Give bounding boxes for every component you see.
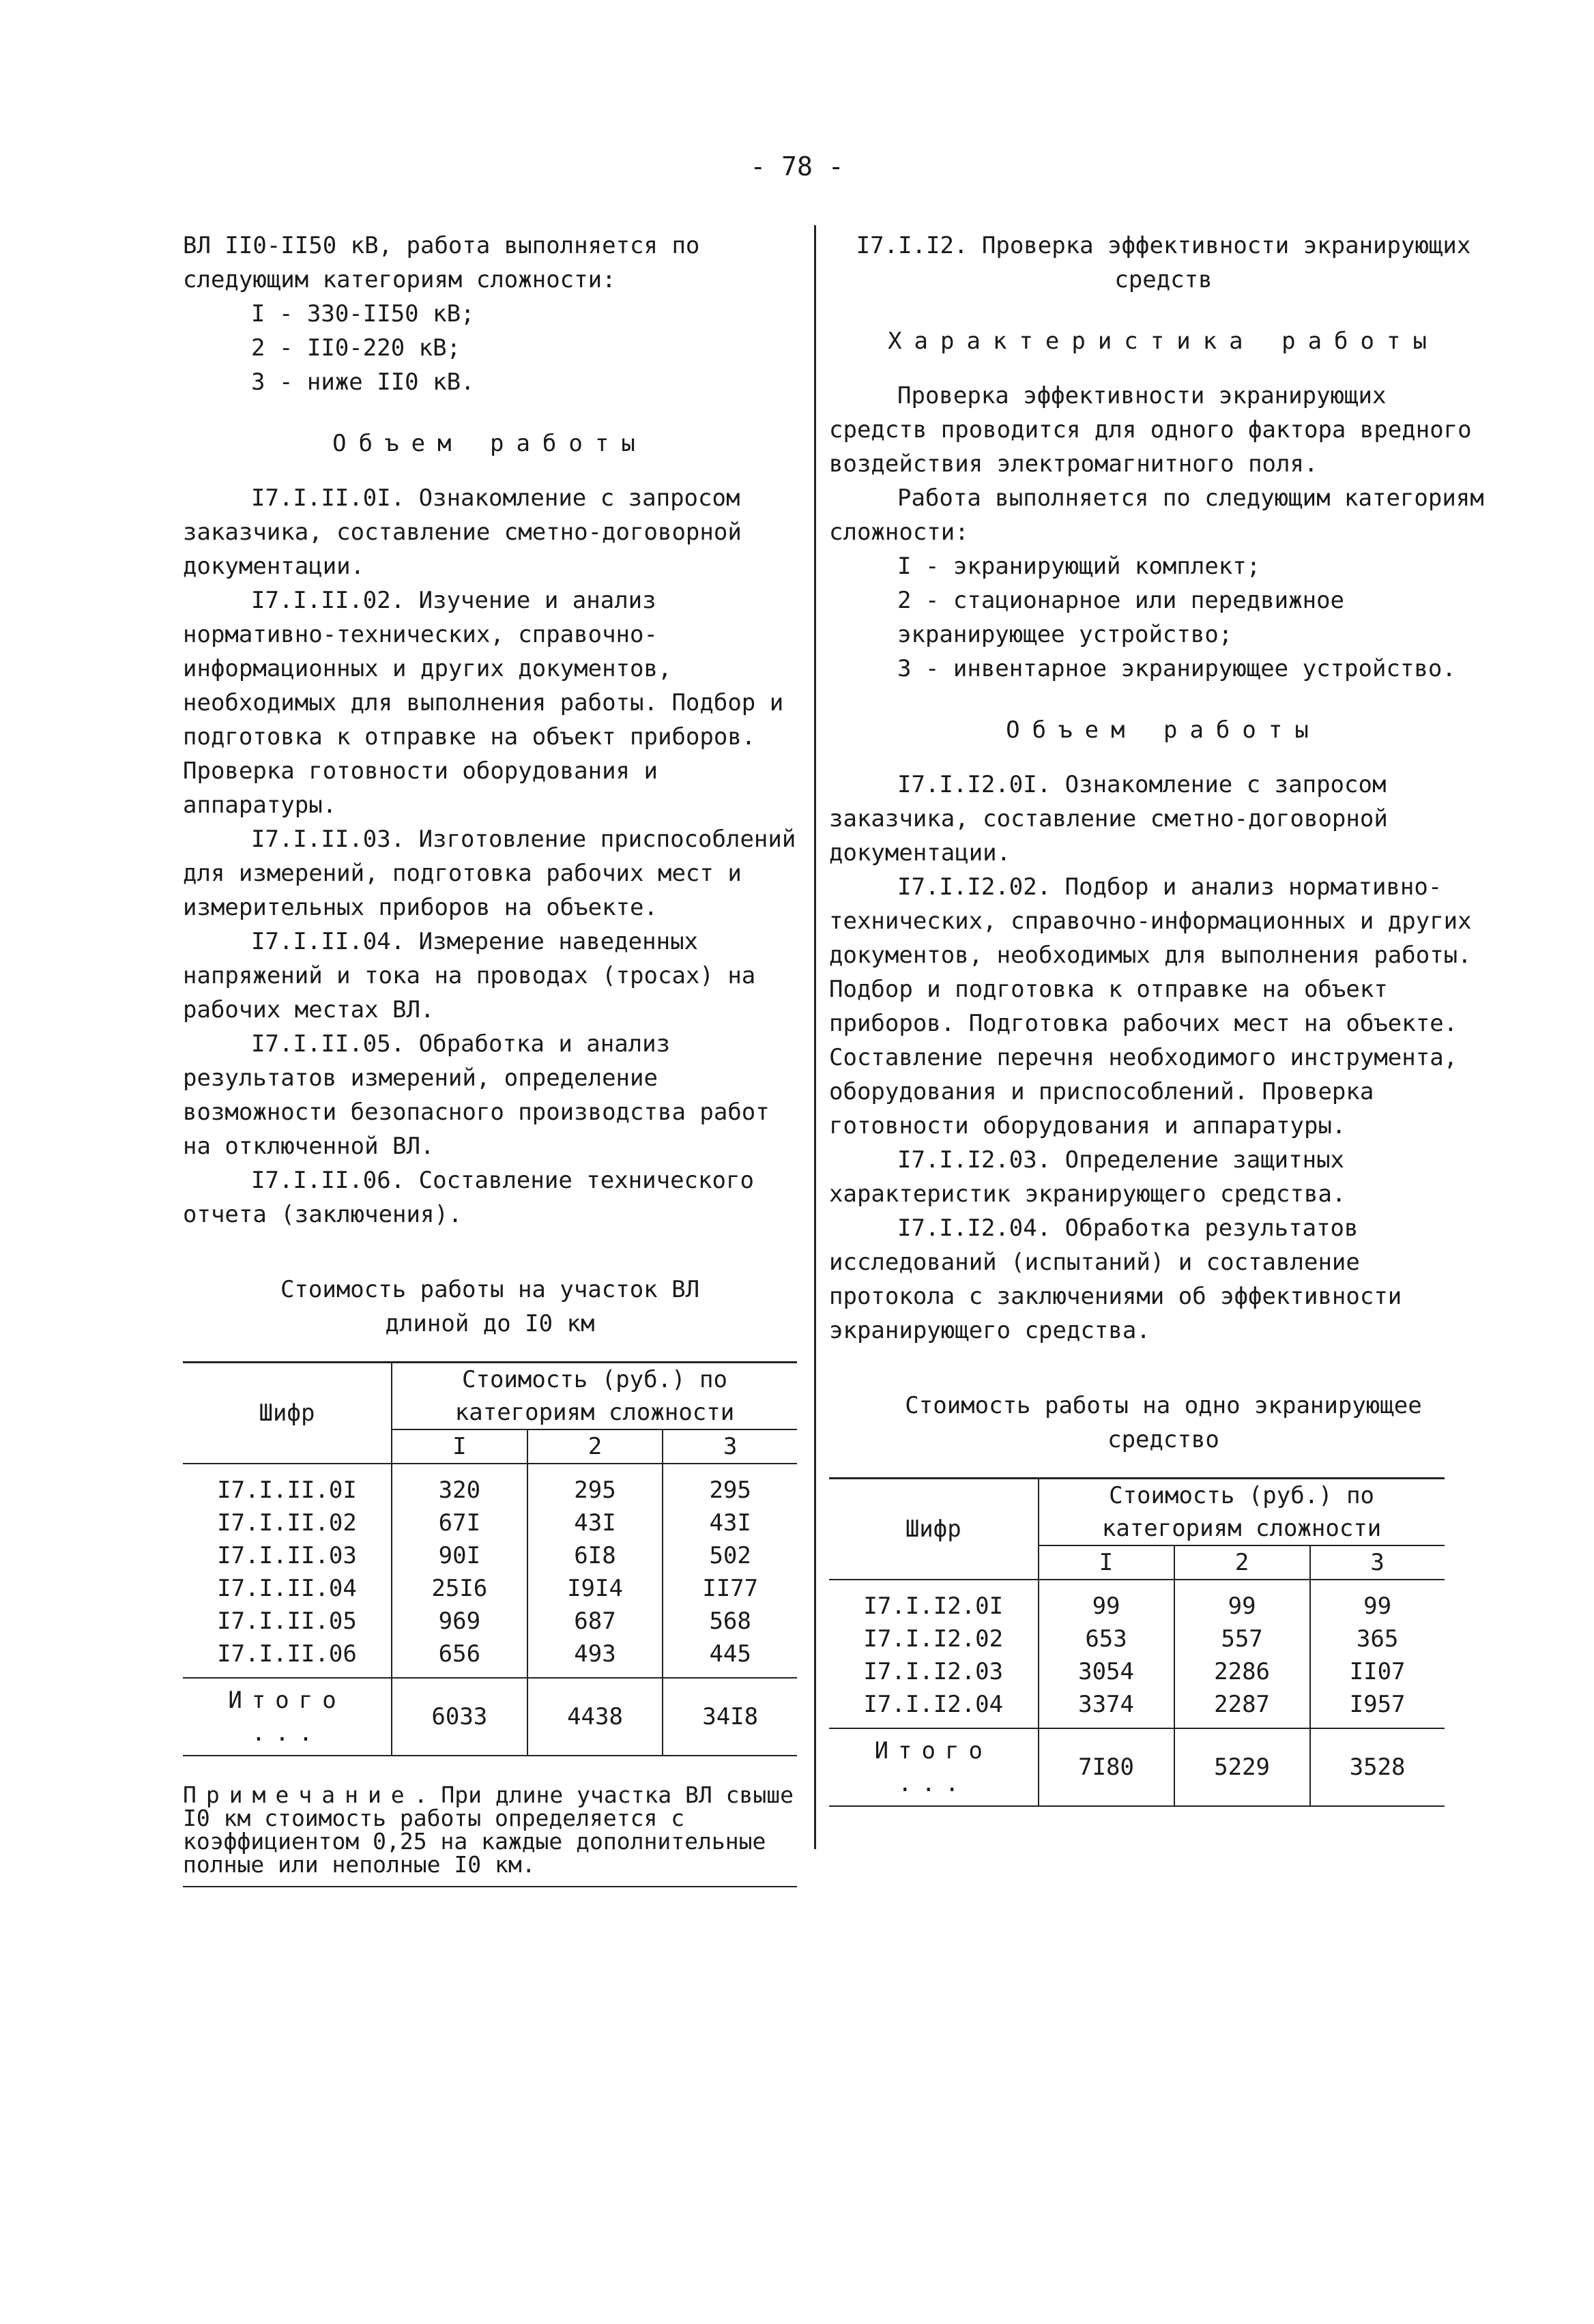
left-column [183, 229, 797, 1887]
table-row [183, 1507, 797, 1539]
scope-paragraph: I7.I.II.06. Составление технического отчета (заключения). [183, 1167, 754, 1228]
category-header: 3 [663, 1429, 797, 1464]
value-cell: 43I [527, 1507, 663, 1539]
table-row [183, 1539, 797, 1572]
scope-heading: Объем работы [332, 430, 648, 457]
value-cell: 493 [527, 1638, 663, 1678]
characteristic-paragraph: Проверка эффективности экранирующих средств проводится для одного фактора вредного воздействия электромагнитного поля. [829, 382, 1472, 478]
category-header: I [392, 1429, 527, 1464]
table-row [183, 1638, 797, 1678]
value-cell: 25I6 [392, 1572, 527, 1605]
scope-paragraph: I7.I.II.03. Изготовление приспособлений для измерений, подготовка рабочих мест и измерительных приборов на объекте. [183, 826, 796, 921]
category-header: I [1039, 1545, 1174, 1580]
value-cell: 67I [392, 1507, 527, 1539]
characteristic-heading: Характеристика работы [888, 328, 1439, 355]
category-header: 2 [527, 1429, 663, 1464]
note-text: . При длине участка ВЛ свыше I0 км стоимость работы определяется с коэффициентом 0,25 на каждые дополнительные полные или неполные I0 км. [183, 1782, 794, 1878]
cipher-cell: I7.I.I2.04 [829, 1688, 1039, 1728]
table-note [183, 1784, 797, 1887]
value-cell: 3054 [1039, 1655, 1174, 1688]
cipher-header: Шифр [829, 1479, 1039, 1580]
value-cell: 3374 [1039, 1688, 1174, 1728]
cost-header: Стоимость (руб.) по категориям сложности [1039, 1479, 1445, 1546]
value-cell: 43I [709, 1509, 751, 1537]
value-cell: 6I8 [527, 1539, 663, 1572]
section-title: I7.I.I2. Проверка эффективности экранирующих средств [856, 232, 1471, 293]
scope-paragraph: I7.I.II.02. Изучение и анализ нормативно-технических, справочно-информационных и других документов, необходимых для выполнения работы. Подбор и подготовка к отправке на объект приборов. Проверка готовности оборудования и аппаратуры. [183, 587, 784, 819]
value-cell: 295 [709, 1477, 751, 1504]
table-row [183, 1464, 797, 1507]
table-caption-line: средство [1107, 1426, 1219, 1453]
value-cell: 656 [392, 1638, 527, 1678]
scope-paragraph: I7.I.II.05. Обработка и анализ результатов измерений, определение возможности безопасного производства работ на отключенной ВЛ. [183, 1030, 770, 1160]
table-row [829, 1623, 1445, 1655]
column-divider [814, 225, 816, 1849]
value-cell: II07 [1349, 1658, 1406, 1685]
total-cell: 7I80 [1039, 1728, 1174, 1806]
cipher-header: Шифр [183, 1363, 392, 1464]
cipher-cell: I7.I.I2.03 [829, 1655, 1039, 1688]
scope-paragraph: I7.I.II.04. Измерение наведенных напряжений и тока на проводах (тросах) на рабочих местах ВЛ. [183, 928, 756, 1023]
total-cell: 34I8 [663, 1678, 797, 1756]
value-cell: I957 [1349, 1691, 1406, 1718]
table-row [829, 1580, 1445, 1623]
scope-paragraph: I7.I.I2.04. Обработка результатов исследований (испытаний) и составление протокола с заключениями об эффективности экранирующего средства. [829, 1215, 1402, 1344]
cost-table [829, 1477, 1445, 1807]
total-row [829, 1728, 1445, 1806]
total-label: Итого ... [183, 1678, 392, 1756]
value-cell: 568 [709, 1608, 751, 1635]
category-item: 3 - ниже II0 кВ. [251, 368, 475, 396]
value-cell: 445 [709, 1640, 751, 1668]
value-cell: 99 [1039, 1580, 1174, 1623]
cipher-cell: I7.I.II.03 [183, 1539, 392, 1572]
value-cell: 502 [709, 1542, 751, 1569]
cost-table [183, 1361, 797, 1756]
value-cell: 90I [392, 1539, 527, 1572]
category-item: 2 - стационарное или передвижное экранирующее устройство; [897, 587, 1345, 648]
right-column [829, 229, 1498, 1807]
total-cell: 6033 [392, 1678, 527, 1756]
intro-text: ВЛ II0-II50 кВ, работа выполняется по следующим категориям сложности: [183, 232, 700, 293]
value-cell: 320 [392, 1464, 527, 1507]
table-row [829, 1688, 1445, 1728]
scope-paragraph: I7.I.I2.0I. Ознакомление с запросом заказчика, составление сметно-договорной документации. [829, 771, 1388, 867]
table-caption-line: Стоимость работы на участок ВЛ [280, 1276, 700, 1303]
cipher-cell: I7.I.I2.0I [829, 1580, 1039, 1623]
scope-paragraph: I7.I.I2.02. Подбор и анализ нормативно-технических, справочно-информационных и других документов, необходимых для выполнения работы. Подбор и подготовка к отправке на объект приборов. Подготовка рабочих мест на объекте. Составление перечня необходимого инструмента, оборудования и приспособлений. Проверка готовности оборудования и аппаратуры. [829, 873, 1472, 1139]
value-cell: 2286 [1174, 1655, 1310, 1688]
table-row [183, 1605, 797, 1638]
cipher-cell: I7.I.II.0I [183, 1464, 392, 1507]
cipher-cell: I7.I.II.05 [183, 1605, 392, 1638]
table-row [183, 1572, 797, 1605]
cipher-cell: I7.I.II.06 [183, 1638, 392, 1678]
value-cell: 969 [392, 1605, 527, 1638]
characteristic-paragraph: Работа выполняется по следующим категориям сложности: [829, 484, 1484, 546]
cost-header: Стоимость (руб.) по категориям сложности [392, 1363, 797, 1430]
category-item: 3 - инвентарное экранирующее устройство. [897, 655, 1456, 682]
value-cell: 365 [1356, 1625, 1399, 1653]
value-cell: 99 [1174, 1580, 1310, 1623]
table-row [829, 1655, 1445, 1688]
scope-heading: Объем работы [1006, 716, 1321, 744]
total-row [183, 1678, 797, 1756]
category-header: 3 [1310, 1545, 1445, 1580]
value-cell: 557 [1174, 1623, 1310, 1655]
scope-paragraph: I7.I.II.0I. Ознакомление с запросом заказчика, составление сметно-договорной документации. [183, 484, 742, 580]
note-label: Примечание [183, 1782, 414, 1808]
total-cell: 4438 [527, 1678, 663, 1756]
value-cell: 2287 [1174, 1688, 1310, 1728]
page-number: - 78 - [750, 151, 844, 181]
value-cell: 687 [527, 1605, 663, 1638]
cipher-cell: I7.I.II.02 [183, 1507, 392, 1539]
total-cell: 5229 [1174, 1728, 1310, 1806]
category-item: I - 330-II50 кВ; [251, 300, 475, 328]
category-header: 2 [1174, 1545, 1310, 1580]
table-caption-line: длиной до I0 км [385, 1310, 595, 1337]
cipher-cell: I7.I.I2.02 [829, 1623, 1039, 1655]
table-caption-line: Стоимость работы на одно экранирующее [905, 1392, 1422, 1419]
table-caption [829, 1389, 1498, 1457]
value-cell: II77 [702, 1575, 759, 1602]
value-cell: 99 [1363, 1593, 1392, 1620]
table-caption [183, 1273, 797, 1341]
value-cell: 295 [527, 1464, 663, 1507]
scope-paragraph: I7.I.I2.03. Определение защитных характеристик экранирующего средства. [829, 1146, 1346, 1208]
total-cell: 3528 [1310, 1728, 1445, 1806]
cipher-cell: I7.I.II.04 [183, 1572, 392, 1605]
value-cell: I9I4 [527, 1572, 663, 1605]
category-item: 2 - II0-220 кВ; [251, 334, 461, 362]
value-cell: 653 [1039, 1623, 1174, 1655]
category-item: I - экранирующий комплект; [897, 553, 1261, 580]
total-label: Итого ... [829, 1728, 1039, 1806]
